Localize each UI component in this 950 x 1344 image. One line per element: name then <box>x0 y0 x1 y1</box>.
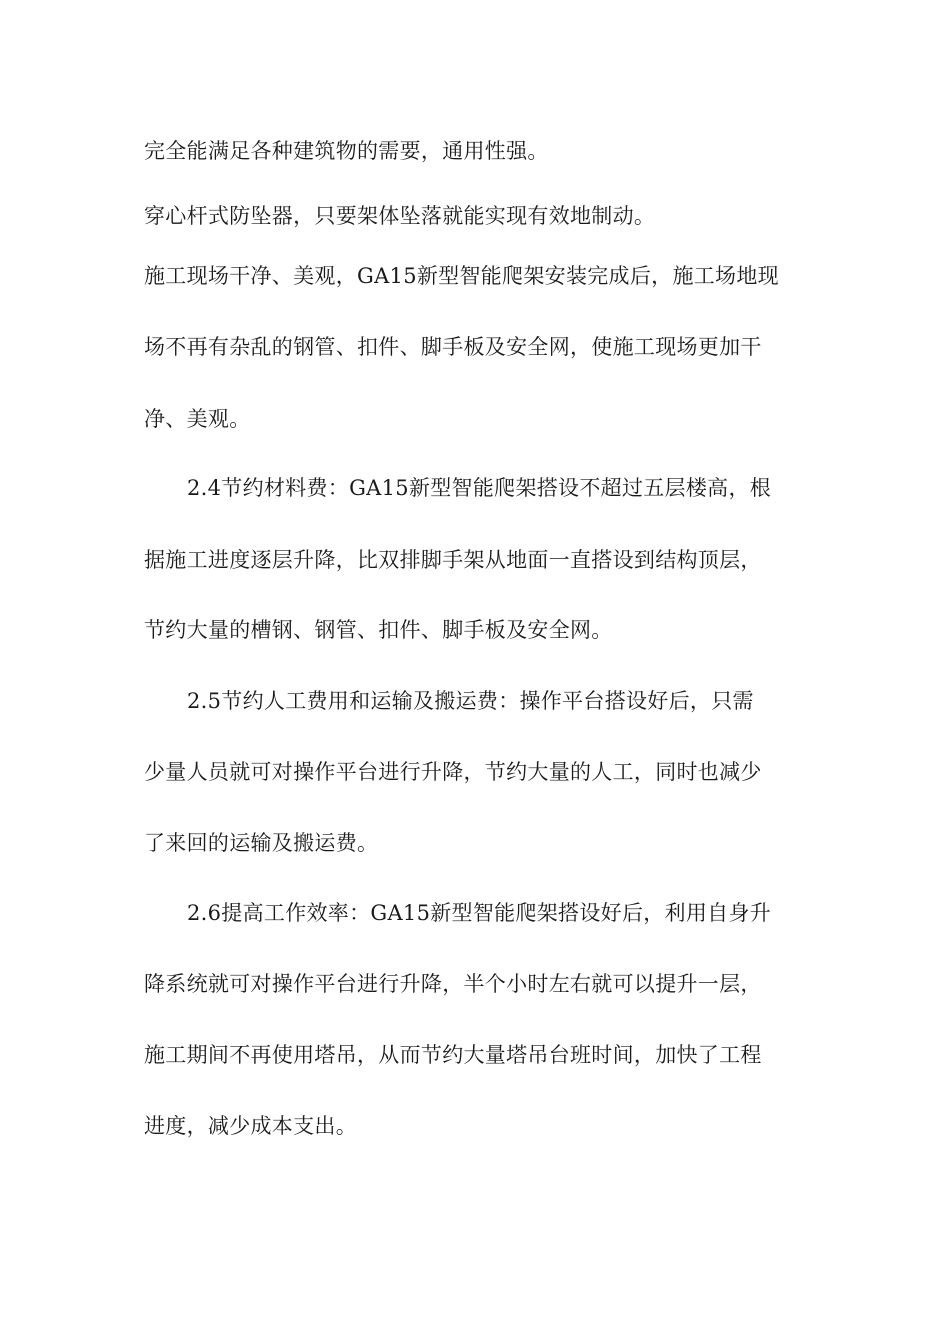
section-2-6-line-1: 2.6提高工作效率：GA15新型智能爬架搭设好后，利用自身升 <box>187 901 772 925</box>
section-2-4-line-1: 2.4节约材料费：GA15新型智能爬架搭设不超过五层楼高，根 <box>187 476 772 500</box>
section-2-5-line-3: 了来回的运输及搬运费。 <box>144 831 379 855</box>
section-2-4-line-2: 据施工进度逐层升降，比双排脚手架从地面一直搭设到结构顶层， <box>144 548 762 572</box>
text-line-2: 穿心杆式防坠器，只要架体坠落就能实现有效地制动。 <box>144 204 656 228</box>
section-2-6-line-2: 降系统就可对操作平台进行升降，半个小时左右就可以提升一层， <box>144 972 762 996</box>
section-2-6-line-3: 施工期间不再使用塔吊，从而节约大量塔吊台班时间，加快了工程 <box>144 1043 762 1067</box>
text-line-1: 完全能满足各种建筑物的需要，通用性强。 <box>144 139 549 163</box>
text-line-4: 场不再有杂乱的钢管、扣件、脚手板及安全网，使施工现场更加干 <box>144 335 762 359</box>
section-2-6-line-4: 进度，减少成本支出。 <box>144 1114 357 1138</box>
text-line-3: 施工现场干净、美观，GA15新型智能爬架安装完成后，施工场地现 <box>144 264 779 288</box>
section-2-5-line-2: 少量人员就可对操作平台进行升降，节约大量的人工，同时也减少 <box>144 760 762 784</box>
section-2-5-line-1: 2.5节约人工费用和运输及搬运费：操作平台搭设好后，只需 <box>187 689 754 713</box>
text-line-5: 净、美观。 <box>144 407 251 431</box>
section-2-4-line-3: 节约大量的槽钢、钢管、扣件、脚手板及安全网。 <box>144 618 613 642</box>
